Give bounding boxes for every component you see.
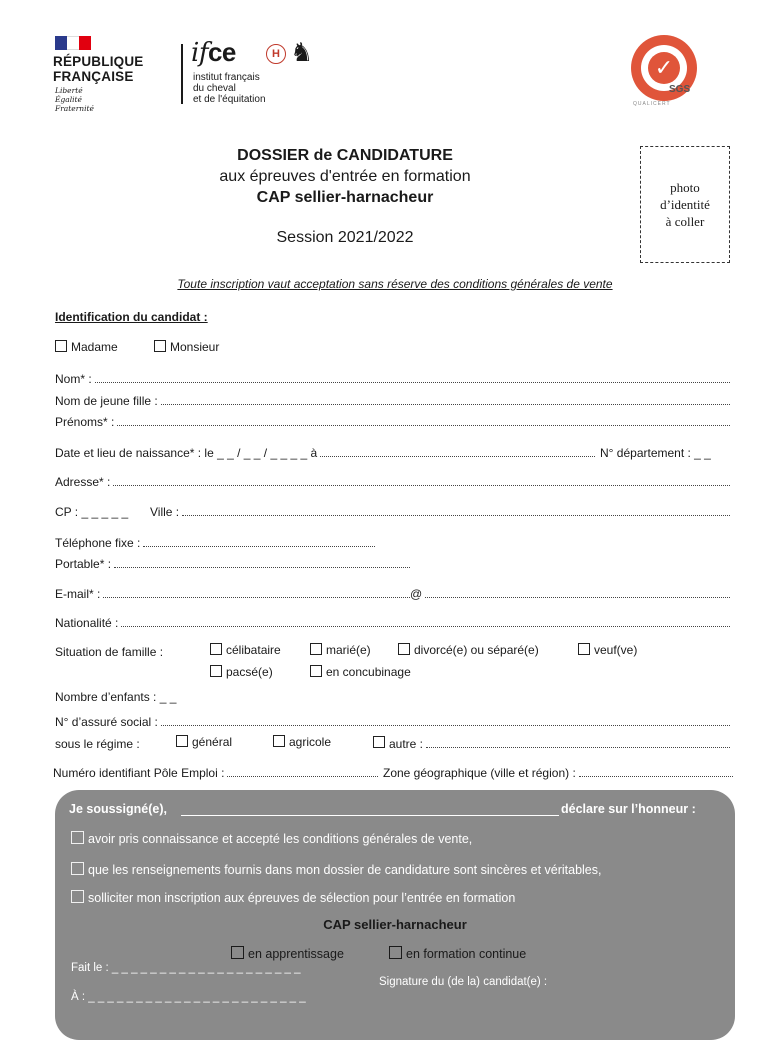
celibataire-checkbox[interactable]: [210, 643, 222, 655]
regime-autre-option[interactable]: autre :: [373, 736, 730, 752]
ifce-logo: [191, 38, 236, 67]
declaration-checkbox-2[interactable]: [71, 862, 84, 875]
ifce-divider: [181, 44, 183, 104]
marie-checkbox[interactable]: [310, 643, 322, 655]
ifce-logo-if: if: [191, 38, 208, 68]
regime-label: sous le régime :: [55, 737, 140, 751]
assure-social-field[interactable]: N° d’assuré social :: [55, 714, 730, 730]
qualicert-caption: QUALICERT: [633, 101, 671, 107]
document-subtitle: aux épreuves d'entrée en formation: [219, 168, 471, 185]
republic-motto: Liberté Égalité Fraternité: [55, 86, 94, 113]
email-field[interactable]: E-mail* :: [55, 586, 410, 602]
declare-label: déclare sur l’honneur :: [561, 802, 696, 816]
fait-le-field[interactable]: Fait le : _ _ _ _ _ _ _ _ _ _ _ _ _ _ _ _ _ _ _ _: [71, 962, 301, 974]
photo-placeholder: photo d’identité à coller: [640, 146, 730, 263]
prenoms-field[interactable]: Prénoms* :: [55, 414, 730, 430]
declaration-checkbox-1[interactable]: [71, 831, 84, 844]
departement-field[interactable]: N° département : _ _: [600, 446, 711, 460]
ville-field[interactable]: Ville :: [150, 504, 730, 520]
soussigne-label: Je soussigné(e),: [69, 802, 167, 816]
document-title: DOSSIER de CANDIDATURE: [237, 147, 453, 164]
session-label: Session 2021/2022: [276, 229, 414, 246]
ifce-subtitle: institut français du cheval et de l'équitation: [193, 72, 266, 105]
lieu-field[interactable]: À : _ _ _ _ _ _ _ _ _ _ _ _ _ _ _ _ _ _ _ _ _ _ _: [71, 991, 306, 1003]
concubinage-checkbox[interactable]: [310, 665, 322, 677]
declaration-checkbox-3[interactable]: [71, 890, 84, 903]
pacse-checkbox[interactable]: [210, 665, 222, 677]
email-domain-field[interactable]: @: [410, 586, 730, 602]
telephone-fixe-field[interactable]: Téléphone fixe :: [55, 535, 375, 551]
nom-field[interactable]: Nom* :: [55, 371, 730, 387]
signature-label: Signature du (de la) candidat(e) :: [379, 976, 548, 988]
declaration-item-1[interactable]: avoir pris connaissance et accepté les conditions générales de vente,: [71, 831, 472, 846]
ifce-logo-ce: ce: [207, 37, 236, 67]
pacse-option[interactable]: pacsé(e): [210, 665, 273, 679]
soussigne-name-line[interactable]: [181, 815, 559, 816]
acceptance-note: Toute inscription vaut acceptation sans réserve des conditions générales de vente: [177, 277, 613, 291]
nationalite-field[interactable]: Nationalité :: [55, 615, 730, 631]
pole-emploi-field[interactable]: Numéro identifiant Pôle Emploi :: [53, 765, 378, 781]
monsieur-option[interactable]: Monsieur: [154, 340, 219, 354]
declaration-item-3[interactable]: solliciter mon inscription aux épreuves de sélection pour l’entrée en formation: [71, 890, 515, 905]
nombre-enfants-field[interactable]: Nombre d’enfants : _ _: [55, 690, 177, 704]
veuf-checkbox[interactable]: [578, 643, 590, 655]
declaration-box: [55, 790, 735, 1040]
formation-continue-option[interactable]: en formation continue: [389, 946, 526, 961]
regime-autre-checkbox[interactable]: [373, 736, 385, 748]
sgs-label: SGS: [669, 84, 691, 95]
marie-option[interactable]: marié(e): [310, 643, 371, 657]
apprentissage-option[interactable]: en apprentissage: [231, 946, 344, 961]
celibataire-option[interactable]: célibataire: [210, 643, 281, 657]
divorce-option[interactable]: divorcé(e) ou séparé(e): [398, 643, 539, 657]
portable-field[interactable]: Portable* :: [55, 556, 410, 572]
horse-icon: ♞: [290, 37, 314, 67]
divorce-checkbox[interactable]: [398, 643, 410, 655]
check-icon: ✓: [648, 52, 680, 84]
section-heading: Identification du candidat :: [55, 310, 208, 324]
concubinage-option[interactable]: en concubinage: [310, 665, 411, 679]
haras-icon: H: [266, 44, 286, 64]
french-flag-icon: [55, 36, 91, 50]
veuf-option[interactable]: veuf(ve): [578, 643, 637, 657]
monsieur-checkbox[interactable]: [154, 340, 166, 352]
regime-general-checkbox[interactable]: [176, 735, 188, 747]
nom-jeune-fille-field[interactable]: Nom de jeune fille :: [55, 393, 730, 409]
declaration-formation: CAP sellier-harnacheur: [323, 917, 467, 932]
situation-label: Situation de famille :: [55, 645, 164, 659]
madame-option[interactable]: Madame: [55, 340, 118, 354]
adresse-field[interactable]: Adresse* :: [55, 474, 730, 490]
regime-general-option[interactable]: général: [176, 735, 232, 749]
cp-field[interactable]: CP : _ _ _ _ _: [55, 505, 129, 519]
republique-francaise-logo: RÉPUBLIQUE FRANÇAISE: [53, 54, 144, 84]
regime-agricole-checkbox[interactable]: [273, 735, 285, 747]
declaration-item-2[interactable]: que les renseignements fournis dans mon dossier de candidature sont sincères et véritables,: [71, 862, 601, 877]
zone-geographique-field[interactable]: Zone géographique (ville et région) :: [383, 765, 733, 781]
formation-continue-checkbox[interactable]: [389, 946, 402, 959]
regime-agricole-option[interactable]: agricole: [273, 735, 331, 749]
madame-checkbox[interactable]: [55, 340, 67, 352]
apprentissage-checkbox[interactable]: [231, 946, 244, 959]
formation-title: CAP sellier-harnacheur: [256, 189, 434, 206]
date-lieu-naissance-field[interactable]: Date et lieu de naissance* : le _ _ / _ _ / _ _ _ _ à: [55, 445, 595, 461]
